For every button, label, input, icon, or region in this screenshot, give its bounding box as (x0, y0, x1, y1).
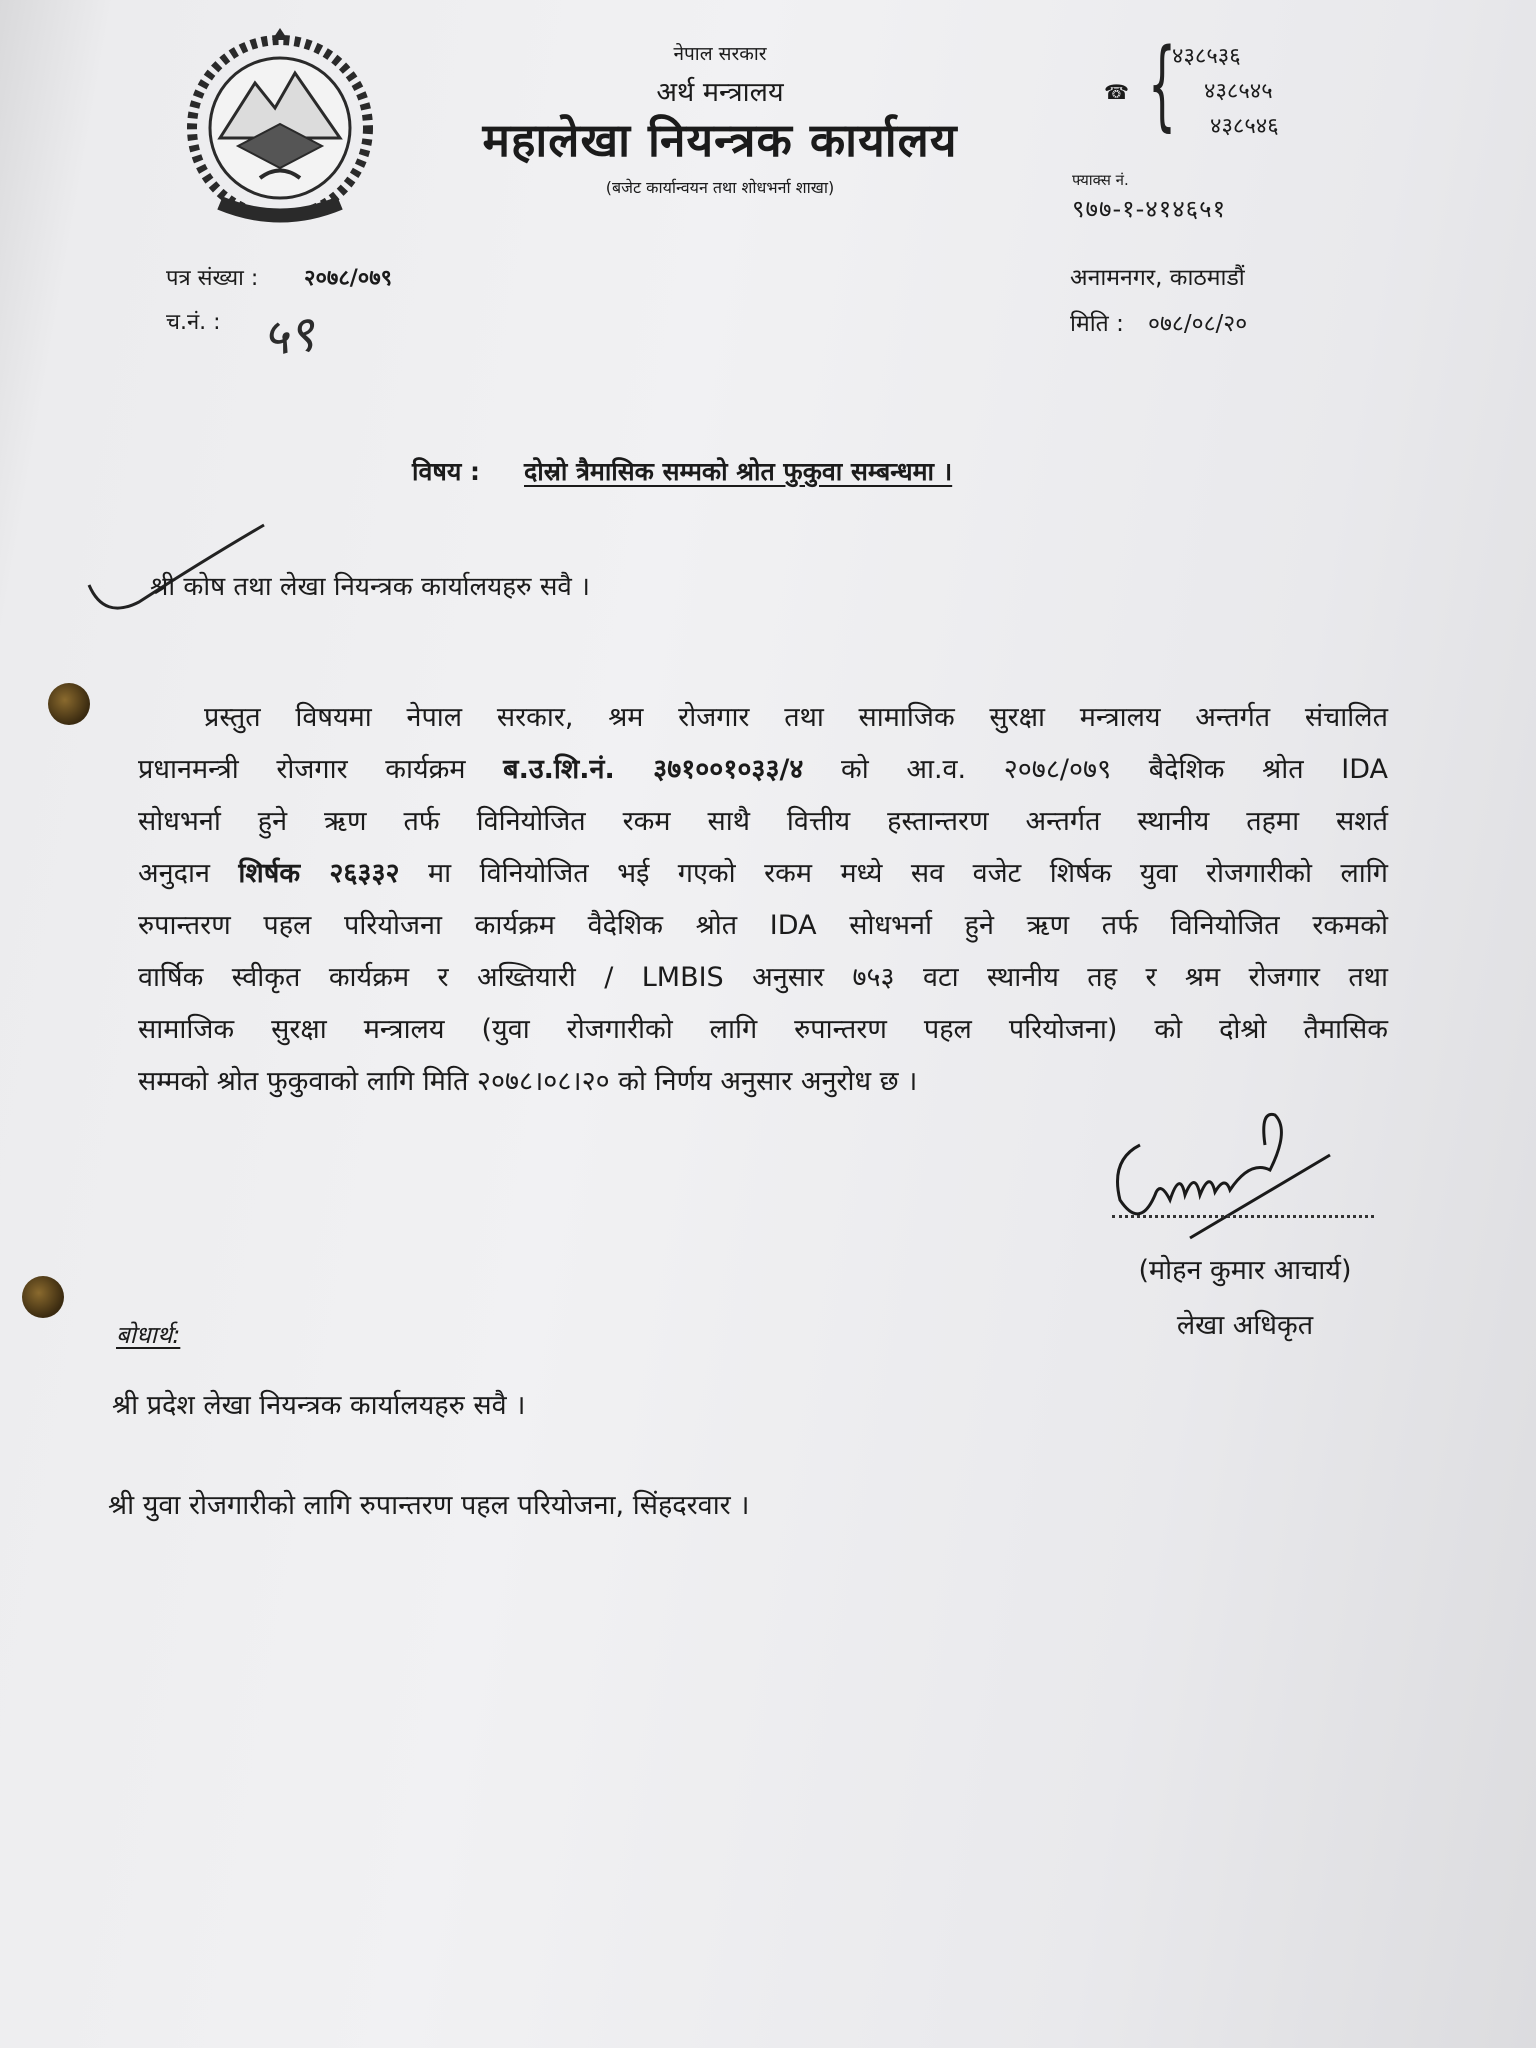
office-address: अनामनगर, काठमाडौं (1070, 265, 1245, 291)
body-line-8: सम्मको श्रोत फुकुवाको लागि मिति २०७८।०८।२० को निर्णय अनुसार अनुरोध छ । (138, 1066, 918, 1097)
letter-date: ०७८/०८/२० (1148, 311, 1248, 337)
office-name: महालेखा नियन्त्रक कार्यालय (482, 113, 958, 167)
punch-hole (48, 683, 90, 725)
signature-image (1100, 1100, 1340, 1250)
signature-line (1112, 1215, 1374, 1218)
phone-number-1: ४३८५३६ (1172, 44, 1241, 69)
body-line-3: सोधभर्ना हुने ऋण तर्फ विनियोजित रकम साथै वित्तीय हस्तान्तरण अन्तर्गत स्थानीय तहमा सशर्त (138, 806, 1388, 837)
government-name: नेपाल सरकार (673, 43, 767, 65)
salutation: श्री कोष तथा लेखा नियन्त्रक कार्यालयहरु सवै । (150, 572, 591, 602)
body-line-7: सामाजिक सुरक्षा मन्त्रालय (युवा रोजगारीको लागि रुपान्तरण पहल परियोजना) को दोश्रो तैमासिक (138, 1014, 1388, 1045)
body-line-4: अनुदान शिर्षक २६३३२ मा विनियोजित भई गएको रकम मध्ये सव वजेट शिर्षक युवा रोजगारीको लागि (138, 858, 1388, 889)
letter-number: २०७८/०७९ (304, 266, 393, 291)
signatory-title: लेखा अधिकृत (1176, 1310, 1314, 1341)
nepal-emblem-icon (180, 28, 380, 228)
letter-number-label: पत्र संख्या : (166, 266, 259, 291)
cc-label: बोधार्थ: (116, 1321, 181, 1349)
heading-code: शिर्षक २६३३२ (238, 858, 400, 889)
cc-item-2: श्री युवा रोजगारीको लागि रुपान्तरण पहल परियोजना, सिंहदरवार । (108, 1490, 750, 1521)
dispatch-number-label: च.नं. : (166, 310, 221, 335)
subject-text: दोस्रो त्रैमासिक सम्मको श्रोत फुकुवा सम्बन्धमा । (524, 457, 953, 486)
body-line-5: रुपान्तरण पहल परियोजना कार्यक्रम वैदेशिक श्रोत IDA सोधभर्ना हुने ऋण तर्फ विनियोजित रकमको (138, 910, 1388, 941)
date-label: मिति : (1070, 311, 1124, 337)
branch-name: (बजेट कार्यान्वयन तथा शोधभर्ना शाखा) (605, 178, 835, 197)
brace-icon: { (1148, 28, 1177, 142)
subject-label: विषय : (412, 457, 481, 486)
phone-number-2: ४३८५४५ (1204, 79, 1273, 104)
phone-icon: ☎ (1104, 80, 1129, 104)
phone-number-3: ४३८५४६ (1210, 114, 1279, 139)
fax-number: ९७७-१-४१४६५१ (1072, 195, 1227, 223)
budget-code: ब.उ.शि.नं. ३७१००१०३३/४ (503, 754, 804, 785)
ministry-name: अर्थ मन्त्रालय (656, 77, 784, 108)
body-line-1: प्रस्तुत विषयमा नेपाल सरकार, श्रम रोजगार तथा सामाजिक सुरक्षा मन्त्रालय अन्तर्गत संचालित (204, 702, 1388, 733)
dispatch-number: ५९ (259, 304, 318, 368)
punch-hole (22, 1276, 64, 1318)
body-line-2: प्रधानमन्त्री रोजगार कार्यक्रम ब.उ.शि.नं. ३७१००१०३३/४ को आ.व. २०७८/०७९ बैदेशिक श्रोत IDA (138, 754, 1388, 785)
signatory-name: (मोहन कुमार आचार्य) (1138, 1255, 1352, 1286)
cc-item-1: श्री प्रदेश लेखा नियन्त्रक कार्यालयहरु सवै । (112, 1390, 526, 1421)
body-line-6: वार्षिक स्वीकृत कार्यक्रम र अख्तियारी / LMBIS अनुसार ७५३ वटा स्थानीय तह र श्रम रोजगार तथा (138, 962, 1388, 993)
fax-label: फ्याक्स नं. (1072, 171, 1129, 189)
